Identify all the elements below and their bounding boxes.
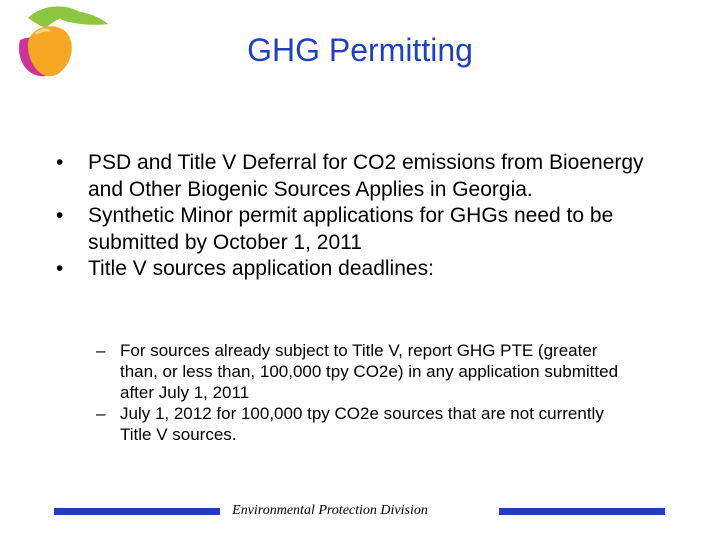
slide-title: GHG Permitting — [247, 32, 473, 68]
sub-bullet-text: For sources already subject to Title V, report GHG PTE (greater than, or less than, 100,000 tpy CO2e) in any application submitted after July 1, 2011 — [120, 341, 619, 402]
bullet-text: PSD and Title V Deferral for CO2 emissions from Bioenergy and Other Biogenic Sources Applies in Georgia. — [88, 151, 644, 201]
sub-bullet-item — [96, 340, 636, 403]
bullet-item — [56, 256, 666, 283]
bullet-mark: • — [56, 257, 64, 280]
dash-mark: – — [96, 341, 106, 360]
bullet-item — [56, 150, 666, 203]
bullet-mark: • — [56, 204, 64, 227]
dash-mark: – — [96, 404, 106, 423]
bullet-text: Synthetic Minor permit applications for GHGs need to be submitted by October 1, 2011 — [88, 204, 614, 254]
sub-bullet-list — [96, 340, 636, 445]
footer-bar-right — [499, 508, 665, 515]
bullet-item — [56, 203, 666, 256]
bullet-text: Title V sources application deadlines: — [88, 257, 434, 280]
bullet-list — [56, 150, 666, 283]
bullet-mark: • — [56, 151, 64, 174]
sub-bullet-item — [96, 403, 636, 445]
footer-label: Environmental Protection Division — [232, 503, 428, 518]
sub-bullet-text: July 1, 2012 for 100,000 tpy CO2e sources that are not currently Title V sources. — [120, 404, 604, 444]
footer-bar-left — [54, 508, 220, 515]
